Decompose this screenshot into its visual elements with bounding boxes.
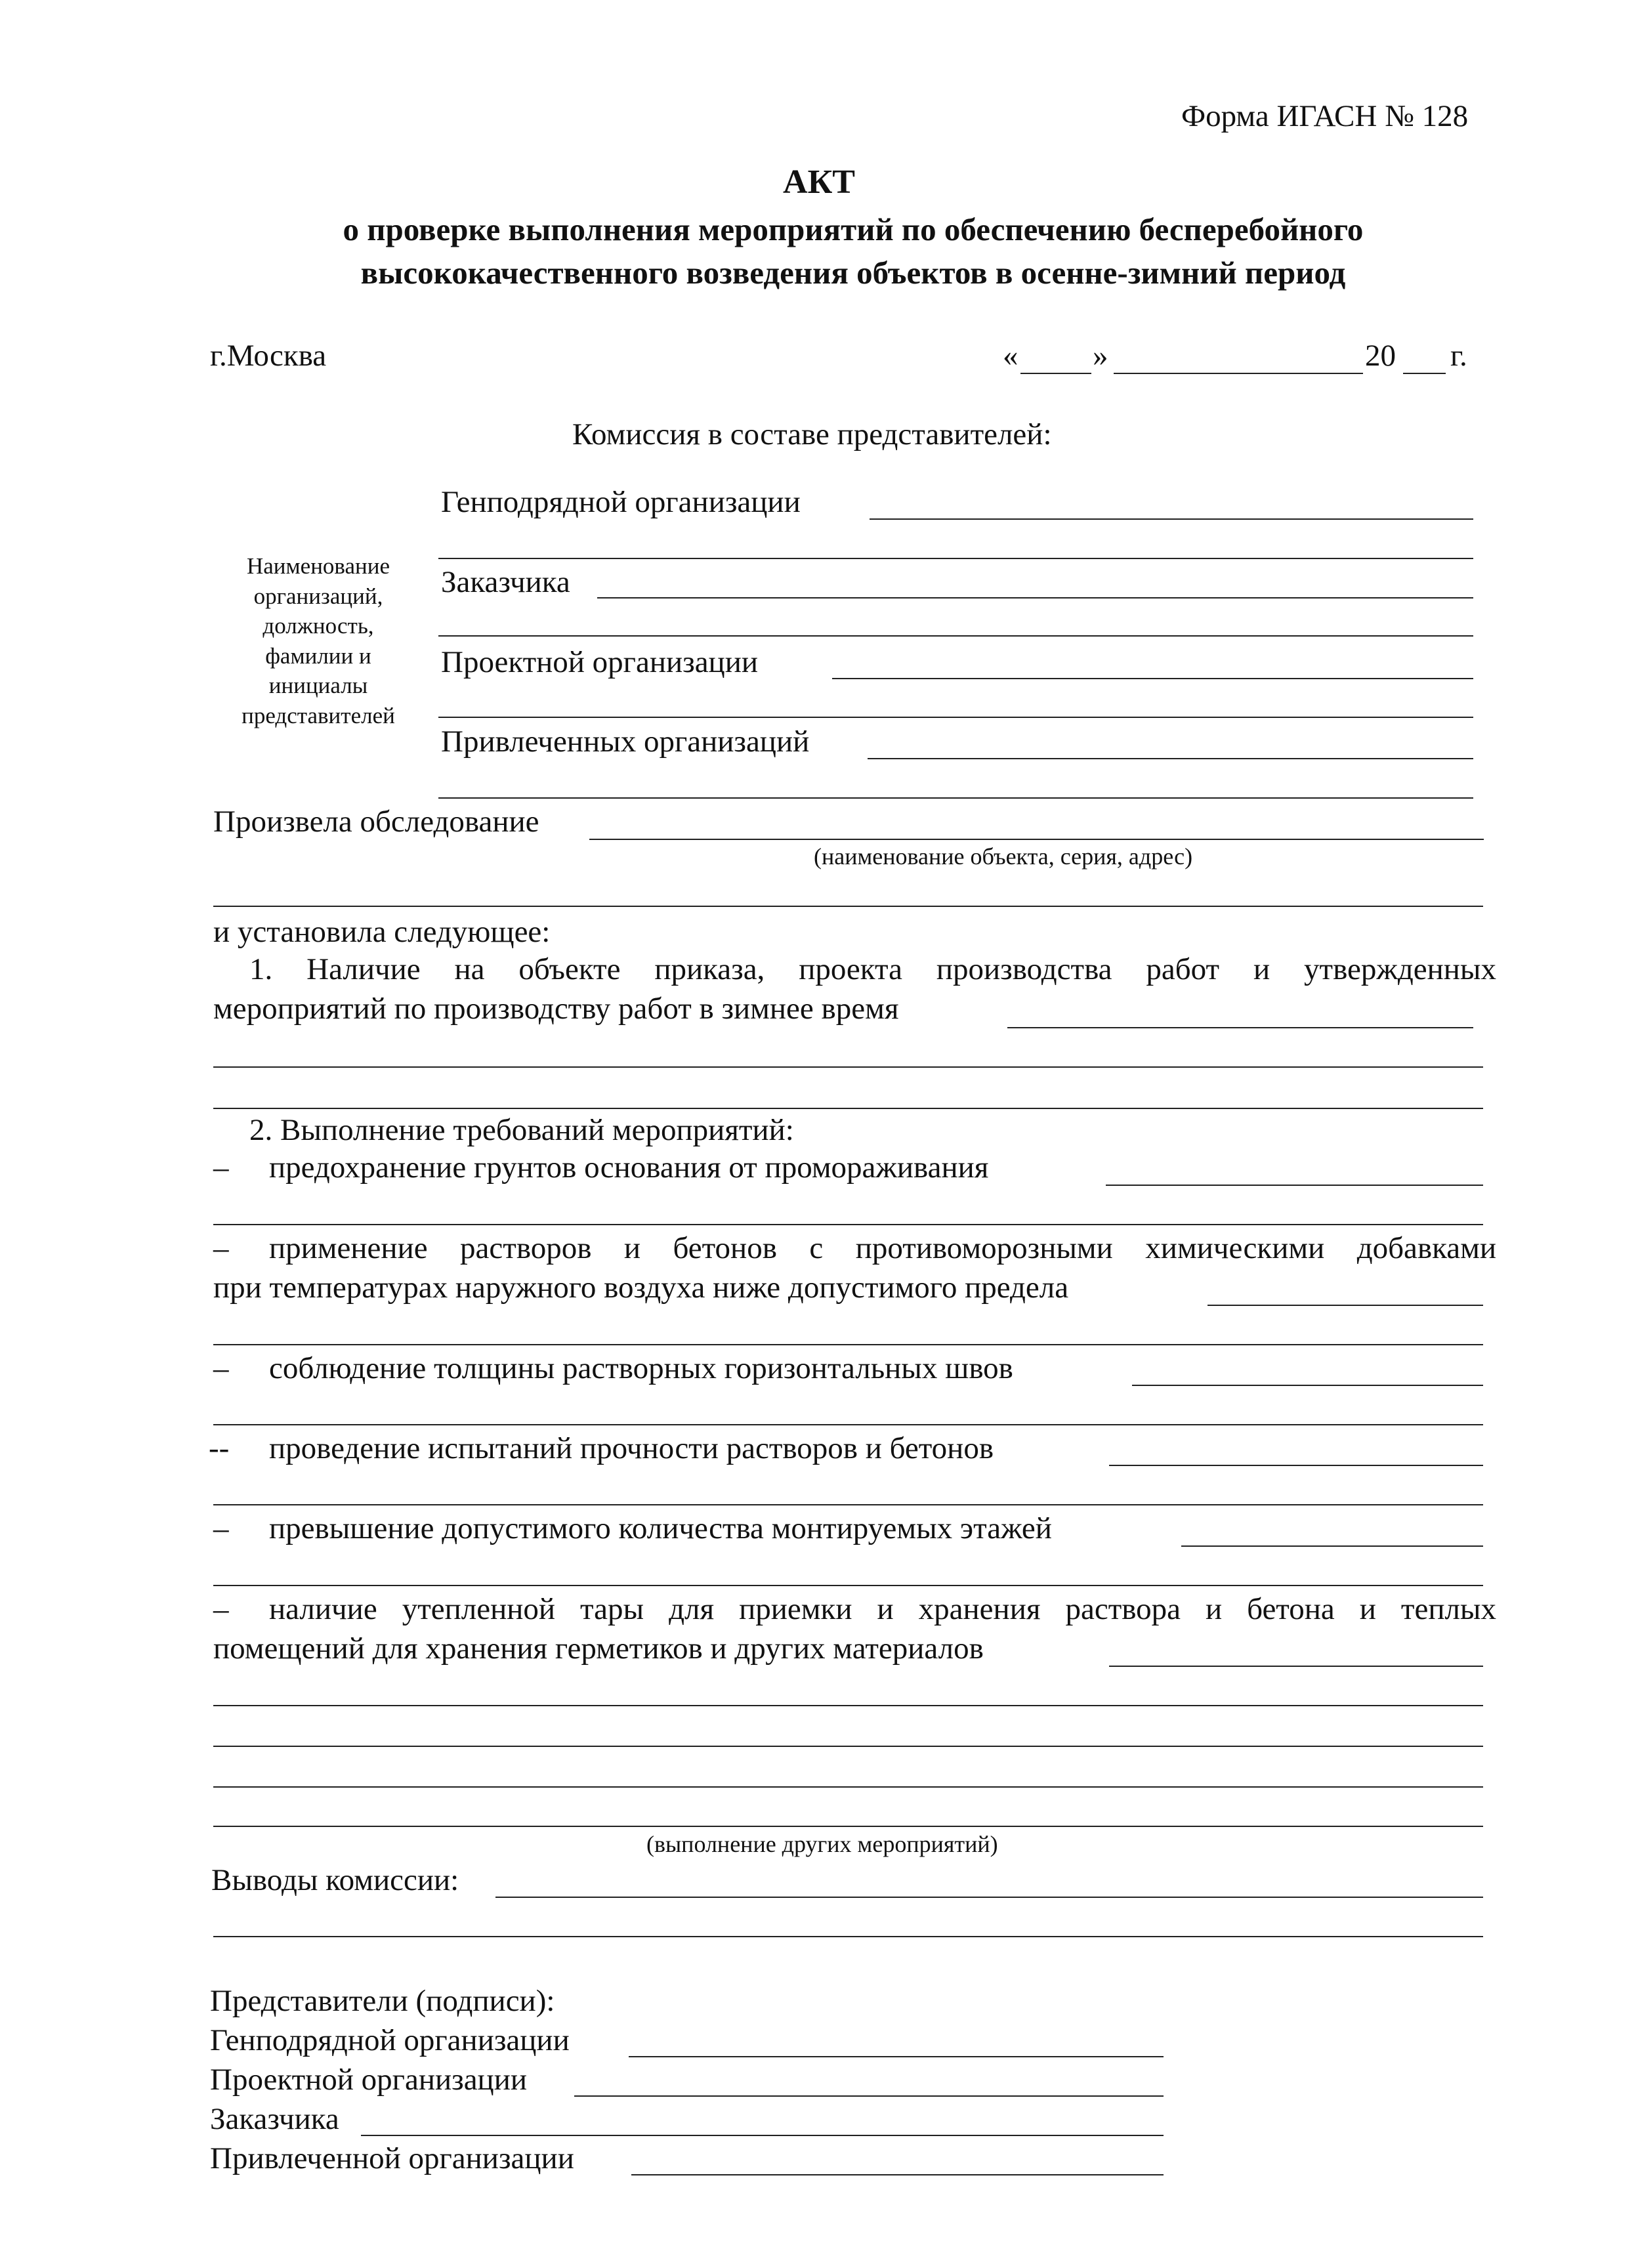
req5-field-2[interactable] <box>213 1585 1483 1586</box>
req5-label: превышение допустимого количества монтируемых этажей <box>269 1511 1052 1545</box>
req3-dash: – <box>213 1351 229 1385</box>
rep-design-org-field[interactable] <box>832 678 1473 679</box>
conclusions-field[interactable] <box>495 1897 1483 1898</box>
commission-heading: Комиссия в составе представителей: <box>572 417 1052 452</box>
req2-line1: применение растворов и бетонов с противоморозными химическими добавками <box>269 1231 1496 1265</box>
signatures-heading: Представители (подписи): <box>210 1984 555 2018</box>
req4-label: проведение испытаний прочности растворов и бетонов <box>269 1431 994 1465</box>
date-open-quote: « <box>1003 339 1018 373</box>
req6-dash: – <box>213 1592 229 1626</box>
document-subtitle-line1: о проверке выполнения мероприятий по обеспечению бесперебойного <box>343 211 1364 247</box>
date-close-quote: » <box>1093 339 1108 373</box>
req2-line2: при температурах наружного воздуха ниже допустимого предела <box>213 1270 1069 1305</box>
side-note-line: организаций, <box>253 583 383 609</box>
rep-involved-orgs-field[interactable] <box>868 758 1473 759</box>
req1-field[interactable] <box>1106 1185 1483 1186</box>
req5-field[interactable] <box>1181 1545 1483 1547</box>
survey-field[interactable] <box>589 839 1484 840</box>
city-label: г.Москва <box>210 339 327 373</box>
date-month-field[interactable] <box>1114 373 1363 374</box>
sig-customer-label: Заказчика <box>210 2102 339 2136</box>
survey-hint: (наименование объекта, серия, адрес) <box>814 843 1193 870</box>
req6-field-2[interactable] <box>213 1705 1483 1706</box>
req2-field[interactable] <box>1208 1305 1483 1306</box>
item1-line1: 1. Наличие на объекте приказа, проекта производства работ и утвержденных <box>249 952 1496 986</box>
req1-dash: – <box>213 1150 229 1185</box>
req6-field[interactable] <box>1109 1666 1483 1667</box>
req5-dash: – <box>213 1511 229 1545</box>
side-note-line: должность, <box>262 613 374 639</box>
req6-field-3[interactable] <box>213 1746 1483 1747</box>
representatives-side-note <box>210 551 427 730</box>
sig-design-org-label: Проектной организации <box>210 2063 528 2097</box>
req3-label: соблюдение толщины растворных горизонтальных швов <box>269 1351 1013 1385</box>
side-note-line: представителей <box>242 702 395 728</box>
rep-design-org-field-2[interactable] <box>438 717 1473 718</box>
rep-general-contractor-field[interactable] <box>870 518 1473 520</box>
req3-field-2[interactable] <box>213 1424 1483 1425</box>
date-century: 20 <box>1365 339 1396 373</box>
sig-customer-field[interactable] <box>361 2135 1164 2136</box>
sig-involved-org-label: Привлеченной организации <box>210 2141 574 2175</box>
sig-general-contractor-field[interactable] <box>629 2056 1164 2057</box>
date-year-suffix: г. <box>1450 339 1467 373</box>
date-day-field[interactable] <box>1020 373 1091 374</box>
document-subtitle-line2: высококачественного возведения объектов в осенне-зимний период <box>360 255 1346 291</box>
req4-dash: -- <box>209 1431 230 1465</box>
req4-field-2[interactable] <box>213 1504 1483 1505</box>
req4-field[interactable] <box>1109 1465 1483 1466</box>
req3-field[interactable] <box>1132 1385 1483 1386</box>
side-note-line: фамилии и <box>265 642 371 669</box>
rep-involved-orgs-field-2[interactable] <box>438 797 1473 799</box>
sig-involved-org-field[interactable] <box>631 2174 1164 2175</box>
req2-dash: – <box>213 1231 229 1265</box>
rep-design-org-label: Проектной организации <box>441 645 759 679</box>
item1-field-3[interactable] <box>213 1108 1483 1109</box>
side-note-line: инициалы <box>268 673 368 698</box>
survey-field-2[interactable] <box>213 906 1483 907</box>
sig-design-org-field[interactable] <box>574 2095 1164 2097</box>
document-title: АКТ <box>783 163 855 201</box>
rep-general-contractor-field-2[interactable] <box>438 558 1473 559</box>
established-label: и установила следующее: <box>213 915 551 949</box>
req1-field-2[interactable] <box>213 1224 1483 1225</box>
date-year-field[interactable] <box>1403 373 1446 374</box>
req6-field-4[interactable] <box>213 1786 1483 1788</box>
conclusions-field-2[interactable] <box>213 1936 1483 1937</box>
conclusions-label: Выводы комиссии: <box>211 1863 459 1897</box>
req2-field-2[interactable] <box>213 1344 1483 1345</box>
req1-label: предохранение грунтов основания от промораживания <box>269 1150 989 1185</box>
item1-field-2[interactable] <box>213 1066 1483 1068</box>
form-number: Форма ИГАСН № 128 <box>1181 99 1469 133</box>
rep-general-contractor-label: Генподрядной организации <box>441 485 801 519</box>
survey-label: Произвела обследование <box>213 805 539 839</box>
rep-customer-label: Заказчика <box>441 565 570 599</box>
other-measures-hint: (выполнение других мероприятий) <box>646 1831 998 1857</box>
req6-line1: наличие утепленной тары для приемки и хранения раствора и бетона и теплых <box>269 1592 1496 1626</box>
req6-line2: помещений для хранения герметиков и других материалов <box>213 1631 984 1666</box>
other-measures-field[interactable] <box>213 1826 1483 1827</box>
rep-involved-orgs-label: Привлеченных организаций <box>441 724 810 759</box>
item1-line2: мероприятий по производству работ в зимнее время <box>213 992 899 1026</box>
item1-field[interactable] <box>1007 1027 1473 1028</box>
rep-customer-field-2[interactable] <box>438 635 1473 637</box>
item2-heading: 2. Выполнение требований мероприятий: <box>249 1113 794 1147</box>
side-note-line: Наименование <box>246 553 390 579</box>
sig-general-contractor-label: Генподрядной организации <box>210 2023 570 2057</box>
rep-customer-field[interactable] <box>597 597 1473 598</box>
